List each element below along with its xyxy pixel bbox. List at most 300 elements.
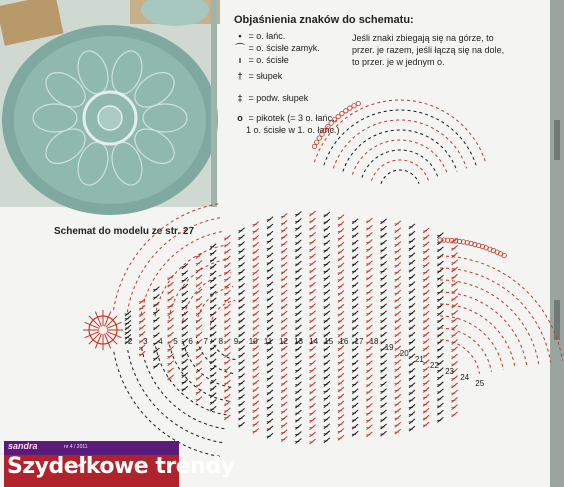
stitch-column [423,311,429,316]
stitch-column [338,222,344,227]
stitch-column [366,289,372,294]
row-number: 23 [445,367,455,376]
stitch-column [381,311,387,316]
stitch-column [324,438,330,443]
stitch-column [239,249,245,254]
stitch-column [295,382,301,387]
stitch-column [253,297,259,302]
stitch-column [381,290,387,295]
row-number: 24 [460,373,470,382]
stitch-column [352,382,358,387]
stitch-column [395,387,401,392]
stitch-column [295,304,301,309]
stitch-column [366,247,372,252]
stitch-column [295,297,301,302]
stitch-column [381,403,387,408]
stitch-column [352,403,358,408]
stitch-column [366,403,372,408]
picot-mark [502,253,506,257]
magazine-brand: sandra [8,441,38,451]
stitch-column [281,325,287,330]
stitch-column [452,390,458,395]
side-lobe-row [127,217,222,312]
stitch-column [196,282,202,287]
stitch-column [409,426,415,431]
stitch-column [395,401,401,406]
stitch-column [338,277,344,282]
stitch-column [224,242,230,247]
stitch-column [366,218,372,223]
stitch-column [395,325,401,330]
stitch-column [281,374,287,379]
stitch-column [168,289,174,294]
row-number: 10 [248,337,258,346]
stitch-column [381,304,387,309]
stitch-column [452,383,458,388]
stitch-column [224,339,230,344]
stitch-column [409,404,415,409]
stitch-column [139,332,145,337]
stitch-column [338,270,344,275]
stitch-column [352,396,358,401]
stitch-column [267,397,273,402]
stitch-column [267,390,273,395]
stitch-column [324,360,330,365]
stitch-column [267,354,273,359]
stitch-column [210,291,216,296]
stitch-column [196,354,202,359]
stitch-column [253,242,259,247]
chain-icon: • [238,31,242,41]
stitch-column [153,287,159,292]
magazine-cover [4,441,235,487]
stitch-column [409,347,415,352]
stitch-column [310,275,316,280]
stitch-column [366,282,372,287]
stitch-column [267,289,273,294]
stitch-column [437,332,443,337]
stitch-column [210,264,216,269]
stitch-column [381,268,387,273]
stitch-column [224,346,230,351]
row-number: 3 [143,337,148,346]
stitch-column [196,375,202,380]
stitch-column [295,211,301,216]
picot-mark [348,106,352,110]
stitch-column [267,311,273,316]
stitch-column [409,376,415,381]
stitch-column [423,290,429,295]
stitch-column [281,318,287,323]
side-lobe-row [127,348,222,443]
stitch-column [139,312,145,317]
stitch-column [381,424,387,429]
stitch-column [338,304,344,309]
stitch-column [409,339,415,344]
stitch-column [210,251,216,256]
stitch-column [437,417,443,422]
stitch-column [295,346,301,351]
right-lobe-row [440,280,539,364]
stitch-column [381,254,387,259]
stitch-column [338,256,344,261]
stitch-column [395,360,401,365]
stitch-column [267,267,273,272]
stitch-column [324,290,330,295]
stitch-column [381,396,387,401]
row-number: 4 [158,337,163,346]
center-stitch [106,316,117,327]
stitch-column [423,263,429,268]
stitch-column [395,228,401,233]
stitch-column [437,389,443,394]
stitch-column [267,246,273,251]
stitch-column [338,311,344,316]
center-stitch [105,312,111,327]
stitch-column [281,311,287,316]
stitch-column [182,359,188,364]
stitch-column [224,380,230,385]
stitch-column [338,435,344,440]
stitch-column [281,437,287,442]
center-stitch [85,322,100,328]
upper-lobe-row [333,120,466,168]
stitch-column [224,311,230,316]
stitch-column [395,249,401,254]
stitch-column [395,339,401,344]
stitch-column [139,318,145,323]
upper-lobe-row [381,170,419,184]
stitch-column [239,228,245,233]
stitch-column [239,339,245,344]
stitch-column [182,352,188,357]
stitch-column [310,218,316,223]
stitch-column [338,422,344,427]
stitch-column [324,367,330,372]
stitch-column [409,253,415,258]
row-number: 17 [354,337,364,346]
stitch-column [381,360,387,365]
stitch-column [295,318,301,323]
legend-title: Objaśnienia znaków do schematu: [234,14,414,26]
stitch-column [352,417,358,422]
center-stitch [107,332,122,338]
stitch-column [168,354,174,359]
stitch-column [182,271,188,276]
stitch-column [239,290,245,295]
stitch-column [267,376,273,381]
stitch-column [253,408,259,413]
stitch-column [381,233,387,238]
magazine-issue: nr 4 / 2011 [64,444,88,450]
stitch-column [338,215,344,220]
stitch-column [338,346,344,351]
stitch-column [267,325,273,330]
center-stitch [106,333,117,344]
stitch-column [239,297,245,302]
stitch-column [395,367,401,372]
stitch-column [452,260,458,265]
stitch-column [395,242,401,247]
stitch-column [210,386,216,391]
stitch-column [423,249,429,254]
stitch-column [267,282,273,287]
stitch-column [295,240,301,245]
stitch-column [437,297,443,302]
stitch-column [224,401,230,406]
stitch-column [239,311,245,316]
stitch-column [267,404,273,409]
stitch-column [352,325,358,330]
stitch-column [409,224,415,229]
stitch-column [324,353,330,358]
stitch-column [352,375,358,380]
stitch-column [324,410,330,415]
center-stitch [89,333,100,344]
row-number: 14 [309,337,319,346]
picot-mark [356,101,360,105]
stitch-column [324,431,330,436]
stitch-column [310,297,316,302]
stitch-column [409,231,415,236]
stitch-column [381,325,387,330]
stitch-column [423,228,429,233]
stitch-column [395,332,401,337]
stitch-column [423,304,429,309]
stitch-column [267,433,273,438]
stitch-column [281,388,287,393]
stitch-column [409,419,415,424]
center-stitch [95,334,101,349]
stitch-column [409,246,415,251]
picot-mark [329,121,333,125]
stitch-column [196,390,202,395]
stitch-column [239,346,245,351]
stitch-column [253,249,259,254]
stitch-column [239,381,245,386]
stitch-column [423,367,429,372]
stitch-column [210,325,216,330]
side-lobe-row [183,273,231,321]
stitch-column [381,226,387,231]
stitch-column [281,213,287,218]
stitch-column [210,406,216,411]
stitch-column [239,415,245,420]
stitch-column [281,430,287,435]
stitch-column [366,225,372,230]
stitch-column [352,275,358,280]
stitch-column [253,359,259,364]
stitch-column [381,219,387,224]
stitch-column [281,262,287,267]
stitch-column [253,401,259,406]
row-number: 25 [475,379,485,388]
stitch-column [381,431,387,436]
stitch-column [338,325,344,330]
stitch-column [452,267,458,272]
stitch-column [437,353,443,358]
stitch-column [253,394,259,399]
stitch-column [224,325,230,330]
stitch-column [395,276,401,281]
stitch-column [281,367,287,372]
stitch-column [196,260,202,265]
stitch-column [182,291,188,296]
stitch-column [423,270,429,275]
stitch-column [182,325,188,330]
row-number: 9 [233,337,239,346]
stitch-column [437,261,443,266]
stitch-column [437,346,443,351]
stitch-column [253,325,259,330]
picot-mark [315,140,319,144]
stitch-column [310,289,316,294]
stitch-column [395,374,401,379]
stitch-column [281,360,287,365]
stitch-column [253,277,259,282]
stitch-column [338,401,344,406]
magazine-title: Szydełkowe trendy [7,454,235,479]
stitch-column [239,408,245,413]
stitch-column [324,381,330,386]
stitch-column [139,351,145,356]
stitch-column [253,304,259,309]
stitch-column [310,439,316,444]
stitch-column [381,283,387,288]
stitch-column [324,276,330,281]
stitch-column [210,271,216,276]
stitch-column [352,353,358,358]
picot-mark [320,132,324,136]
stitch-column [239,304,245,309]
stitch-column [338,228,344,233]
stitch-column [395,318,401,323]
picot-mark [312,144,316,148]
row-number: 2 [128,337,133,346]
stitch-column [366,418,372,423]
stitch-column [352,424,358,429]
side-lobe-row [155,245,226,316]
stitch-column [437,311,443,316]
stitch-column [253,415,259,420]
stitch-column [352,360,358,365]
stitch-column [224,387,230,392]
stitch-column [182,379,188,384]
stitch-column [281,353,287,358]
upper-lobe-row [343,130,457,171]
stitch-column [338,373,344,378]
stitch-column [182,298,188,303]
stitch-column [239,374,245,379]
stitch-column [210,393,216,398]
stitch-column [395,290,401,295]
stitch-column [452,311,458,316]
stitch-column [452,245,458,250]
stitch-column [352,226,358,231]
stitch-column [366,410,372,415]
stitch-column [310,268,316,273]
stitch-column [409,390,415,395]
stitch-column [310,311,316,316]
row-number: 20 [399,349,409,358]
stitch-column [267,231,273,236]
row-number: 18 [369,337,379,346]
stitch-column [253,291,259,296]
legend-item-text: = podw. słupek [248,93,309,103]
stitch-column [395,311,401,316]
stitch-column [338,394,344,399]
stitch-column [281,220,287,225]
stitch-column [324,247,330,252]
stitch-column [310,304,316,309]
stitch-column [352,247,358,252]
stitch-column [125,330,131,335]
stitch-column [366,318,372,323]
row-number: 5 [173,337,178,346]
stitch-column [324,269,330,274]
stitch-column [295,403,301,408]
stitch-column [196,296,202,301]
stitch-column [295,439,301,444]
stitch-column [267,217,273,222]
stitch-column [324,417,330,422]
stitch-column [295,247,301,252]
stitch-column [338,366,344,371]
stitch-column [267,224,273,229]
picot-mark [326,124,330,128]
stitch-column [366,361,372,366]
stitch-column [224,256,230,261]
stitch-column [352,219,358,224]
stitch-column [452,405,458,410]
stitch-column [267,347,273,352]
stitch-column [352,290,358,295]
stitch-column [253,318,259,323]
stitch-column [295,417,301,422]
stitch-column [366,375,372,380]
stitch-column [366,368,372,373]
stitch-column [310,282,316,287]
stitch-column [352,304,358,309]
stitch-column [153,363,159,368]
treble-crochet-icon: ‡ [237,93,243,103]
stitch-column [395,256,401,261]
stitch-column [324,212,330,217]
stitch-column [381,353,387,358]
row-number: 12 [279,337,288,346]
stitch-column [295,353,301,358]
stitch-column [295,325,301,330]
stitch-column [153,294,159,299]
stitch-column [267,412,273,417]
stitch-column [281,276,287,281]
stitch-column [295,275,301,280]
stitch-column [324,226,330,231]
stitch-column [253,235,259,240]
stitch-column [281,381,287,386]
double-crochet-icon: † [237,71,243,81]
stitch-column [409,289,415,294]
stitch-column [253,228,259,233]
stitch-column [310,247,316,252]
center-stitch [85,332,100,338]
stitch-column [437,403,443,408]
stitch-column [310,403,316,408]
picot-mark [344,109,348,113]
side-lobe-row [183,339,231,387]
upper-lobe-row [352,140,447,175]
stitch-column [239,256,245,261]
